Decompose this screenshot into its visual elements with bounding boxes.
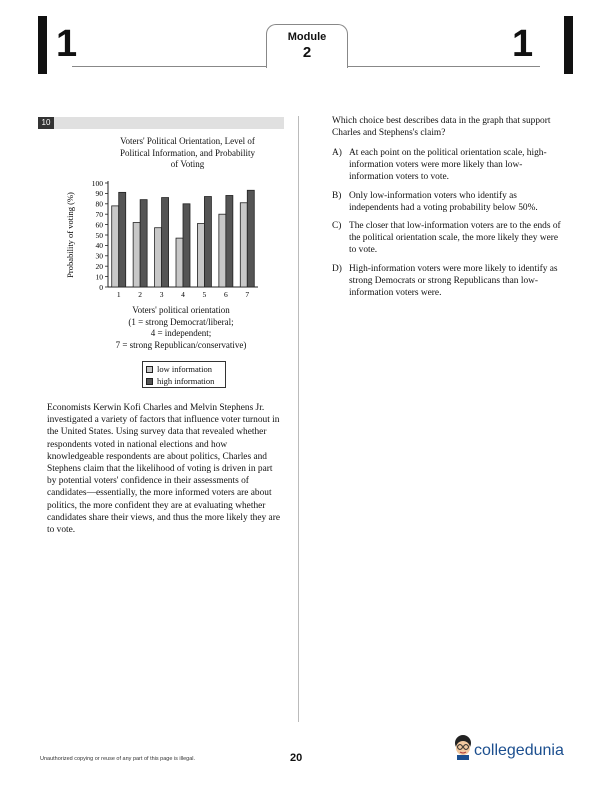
option-d[interactable] [332, 263, 562, 300]
header-right-number: 1 [512, 23, 534, 65]
bar-high-information [204, 197, 211, 287]
bar-low-information [219, 214, 226, 287]
bar-low-information [133, 223, 140, 287]
x-tick-label: 7 [245, 290, 250, 299]
legend-item-high [146, 375, 225, 387]
option-c[interactable] [332, 220, 562, 257]
x-tick-label: 5 [202, 290, 207, 299]
y-tick-label: 90 [95, 189, 103, 199]
x-axis-label-line: Voters' political orientation [132, 305, 230, 315]
legend-label-low: low information [157, 364, 213, 374]
bar-high-information [247, 190, 254, 287]
bar-low-information [155, 228, 162, 287]
option-text: At each point on the political orientation scale, high-information voters were more likely than low-information voters to vote. [349, 148, 547, 183]
y-tick-label: 50 [95, 230, 103, 240]
y-tick-label: 70 [95, 210, 103, 219]
page-number: 20 [290, 752, 303, 764]
y-tick-label: 10 [95, 272, 103, 282]
header-right-bar [564, 16, 573, 74]
copyright-notice: Unauthorized copying or reuse of any part of this page is illegal. [40, 756, 196, 762]
x-tick-label: 2 [138, 290, 143, 299]
option-text: Only low-information voters who identify as independents had a voting probability below 50%. [349, 190, 538, 213]
y-axis-label: Probability of voting (%) [65, 192, 75, 278]
x-tick-label: 3 [159, 290, 164, 299]
module-label: Module [287, 31, 327, 43]
option-text: The closer that low-information voters are to the ends of the political orientation scale, the more likely they were to vote. [349, 221, 561, 256]
answer-options [332, 147, 562, 305]
question-stem: Which choice best describes data in the graph that support Charles and Stephens's claim? [332, 116, 551, 139]
bar-high-information [162, 198, 169, 287]
x-tick-label: 6 [223, 290, 228, 299]
bar-chart [50, 176, 280, 304]
legend-swatch-low [146, 366, 153, 373]
bar-low-information [176, 238, 183, 287]
y-tick-label: 100 [91, 178, 103, 188]
option-letter: C) [332, 221, 342, 232]
chart-title [100, 136, 275, 171]
x-tick-label: 4 [181, 290, 185, 299]
collegedunia-mascot-icon [452, 734, 474, 760]
option-text: High-information voters were more likely to identify as strong Democrats or strong Republicans than low-information voters were. [349, 263, 558, 299]
bar-low-information [112, 206, 119, 287]
chart-title-line: Voters' Political Orientation, Level of [120, 136, 255, 146]
brand-name: collegedunia [474, 742, 564, 759]
chart-legend [142, 361, 226, 388]
bar-low-information [197, 224, 204, 287]
chart-title-line: Political Information, and Probability [120, 147, 255, 158]
option-letter: A) [332, 148, 342, 158]
legend-label-high: high information [157, 376, 215, 386]
header-left-bar [38, 16, 47, 74]
bar-high-information [119, 192, 126, 287]
x-axis-label-line: 7 = strong Republican/conservative) [115, 339, 247, 350]
header-left-number: 1 [56, 23, 78, 65]
question-number-bar [38, 117, 284, 129]
column-divider [298, 116, 299, 722]
legend-item-low [146, 363, 225, 375]
y-tick-label: 60 [95, 220, 103, 230]
bar-high-information [183, 204, 190, 287]
bar-low-information [240, 203, 247, 287]
option-letter: D) [332, 263, 342, 274]
option-a[interactable] [332, 147, 562, 184]
y-tick-label: 30 [95, 251, 103, 261]
passage-text: Economists Kerwin Kofi Charles and Melvin Stephens Jr. investigated a variety of factors that influence voter turnout in the United States. Using survey data that revealed whether respondents voted in national elections and how knowledgeable respondents are about politics, Charles and Stephens claim that the likelihood of voting is driven in part by potential voters' confidence in their assessments of candidates—essentially, the more informed voters are about politics, the more confident they are at evaluating whether candidates share their views, and thus the more likely they are to vote. [47, 403, 280, 536]
option-b[interactable] [332, 190, 562, 214]
module-tab [266, 24, 348, 68]
chart-title-line: of Voting [170, 159, 205, 169]
y-tick-label: 0 [99, 282, 103, 292]
bar-high-information [226, 195, 233, 287]
y-tick-label: 20 [95, 262, 103, 271]
x-axis-label-line: (1 = strong Democrat/liberal; [128, 316, 234, 327]
legend-swatch-high [146, 378, 153, 385]
y-tick-label: 40 [95, 241, 103, 251]
bar-high-information [140, 200, 147, 287]
y-tick-label: 80 [95, 199, 103, 209]
module-number: 2 [302, 44, 312, 61]
x-axis-label [86, 305, 276, 351]
x-tick-label: 1 [116, 290, 121, 299]
x-axis-label-line: 4 = independent; [150, 328, 212, 338]
option-letter: B) [332, 190, 342, 201]
question-number: 10 [38, 117, 54, 129]
